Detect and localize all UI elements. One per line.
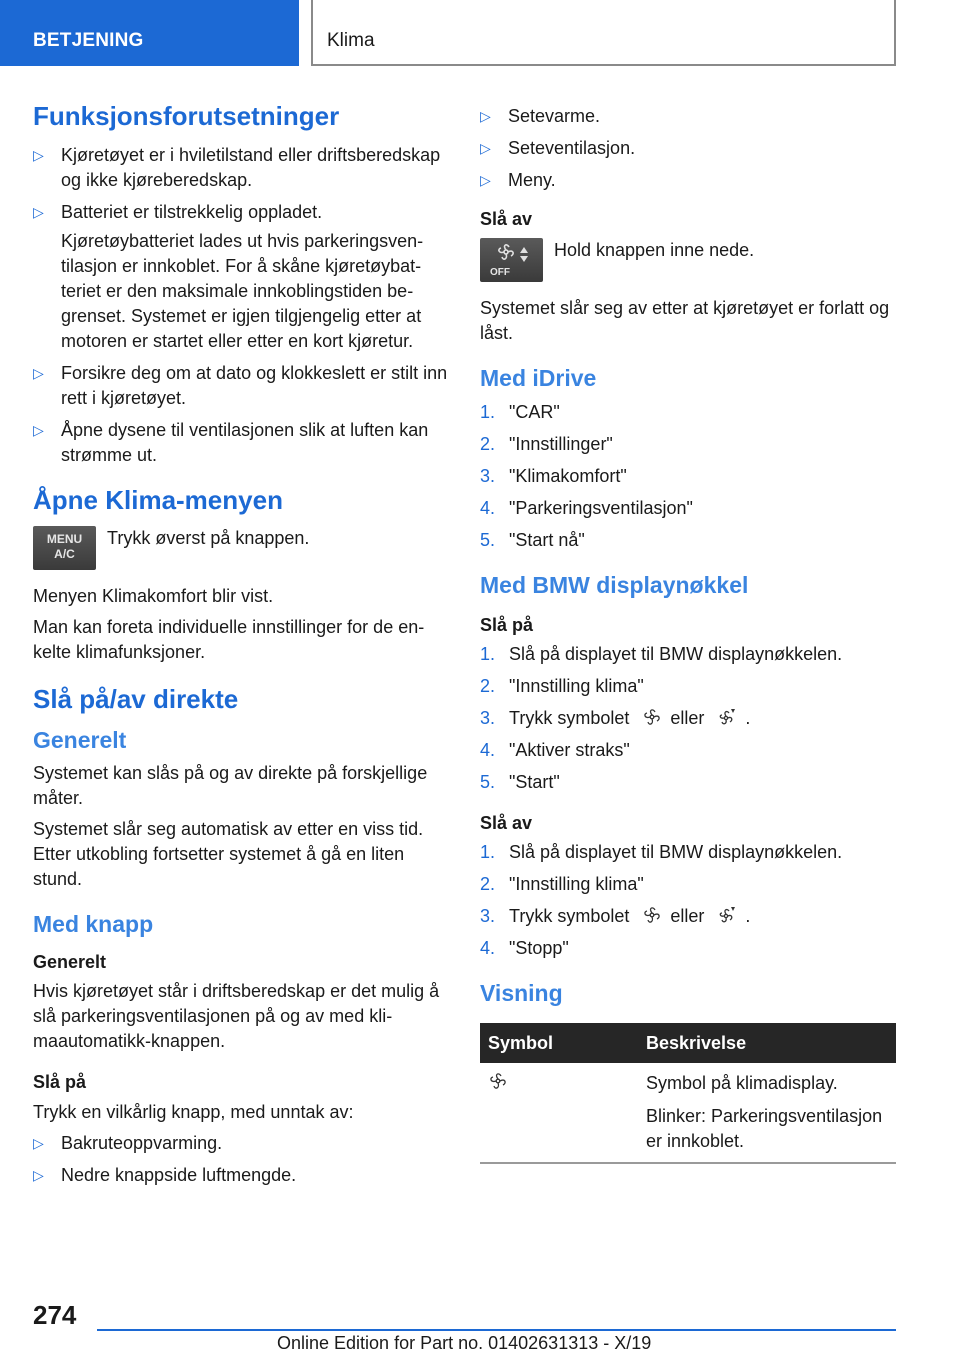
heading-button-general: Generelt [33, 952, 107, 973]
exception-list [33, 1131, 448, 1188]
table-header-row [480, 1023, 896, 1063]
menu-button-instruction: MENU A/C Trykk øverst på knappen. [33, 526, 448, 574]
triangle-bullet-icon: ▷ [480, 172, 491, 188]
heading-switch-off: Slå av [480, 209, 533, 229]
heading-switch-on: Slå på [33, 1072, 87, 1093]
list-item: 4. "Stopp" [480, 938, 569, 959]
list-item: 1. Slå på displayet til BMW displaynøkkelen. [480, 644, 843, 665]
triangle-bullet-icon: ▷ [33, 1166, 44, 1183]
triangle-bullet-icon: ▷ [33, 146, 44, 163]
heading-key-switch-on: Slå på [480, 614, 534, 635]
battery-note: Kjøretøybatteriet lades ut hvis parkeringsventilasjon er innkoblet. For å skåne kjøretøybatteriet er den maksimale innkoblingstiden begrenset. Systemet er igjen tilgjengelig etter at motoren er startet eller etter en kort kjøretur. [61, 230, 424, 351]
fan-icon [488, 1071, 508, 1091]
table-row [480, 1063, 896, 1163]
list-item: 2. "Innstilling klima" [480, 874, 644, 895]
list-item: ▷ Meny. [480, 168, 898, 193]
page-number: 274 [33, 1300, 77, 1330]
left-column: Funksjonsforutsetninger ▷ Kjøretøyet er i hviletilstand eller driftsberedskap og ikke kjøreberedskap. ▷ Batteriet er tilstrekkelig oppladet. Kjøretøybatteriet lades ut hvis parkeringsventilasjon er innkoblet. For å skåne kjøretøybatteriet er den maksimale innkoblingstiden begrenset. Systemet er igjen tilgjengelig etter at motoren er startet eller etter en kort kjøretur. ▷ Forsikre deg om at dato og klokkeslett er stilt inn rett i kjøretøyet. ▷ Åpne dysene til ventilasjonen slik at luften kan strømme ut. Åpne Klima-menyen MENU A/C Trykk øverst på knappen. Menyen Klimakomfort blir vist. Man kan foreta individuelle innstillinger for de enkelte klimafunksjoner. Slå på/av direkte Generelt Systemet kan slås på og av direkte på forskjellige måter. Systemet slår seg automatisk av etter en viss tid. Etter utkobling fortsetter systemet å gå en liten stund. Med knapp Generelt Hvis kjøretøyet står i driftsberedskap er det mulig å slå parkeringsventilasjonen på og av med klimaautomatikk-knappen. Slå på Trykk en vilkårlig knapp, med unntak av: ▷ Bakruteoppvarming. ▷ Nedre knappside luftmengde. [33, 100, 448, 1195]
footer-divider [97, 1329, 896, 1331]
heading-display-key: Med BMW displaynøkkel [480, 572, 749, 599]
triangle-bullet-icon: ▷ [33, 1134, 44, 1151]
list-item: ▷ Setevarme. [480, 104, 898, 129]
triangle-bullet-icon: ▷ [480, 140, 491, 156]
list-item: 4. "Aktiver straks" [480, 740, 630, 761]
fan-timer-icon [717, 707, 737, 727]
chapter-tab: Klima [311, 0, 896, 66]
list-item: ▷ Batteriet er tilstrekkelig oppladet. Kjøretøybatteriet lades ut hvis parkeringsventilasjon er innkoblet. For å skåne kjøretøybatteriet er den maksimale innkoblingstiden begrenset. Systemet er igjen tilgjengelig etter at motoren er startet eller etter en kort kjøretur. [33, 200, 448, 354]
column-header-description: Beskrivelse [638, 1023, 896, 1063]
list-item: 3. "Klimakomfort" [480, 466, 627, 487]
heading-open-climate-menu: Åpne Klima-menyen [33, 484, 283, 515]
heading-general: Generelt [33, 726, 127, 753]
key-off-steps [480, 840, 898, 961]
heading-direct-on-off: Slå på/av direkte [33, 684, 239, 714]
fan-icon [642, 707, 662, 727]
fan-off-button-icon: OFF [480, 238, 543, 282]
list-item: 3. Trykk symbolet eller . [480, 708, 751, 729]
list-item: ▷ Åpne dysene til ventilasjonen slik at luften kan strømme ut. [33, 419, 429, 465]
section-tab: BETJENING [0, 0, 299, 66]
fan-timer-icon [717, 905, 737, 925]
triangle-bullet-icon: ▷ [33, 421, 44, 438]
fan-icon [642, 905, 662, 925]
list-item: ▷ Bakruteoppvarming. [33, 1131, 448, 1156]
key-on-steps [480, 642, 898, 795]
page-header [0, 0, 960, 66]
list-item: ▷ Nedre knappside luftmengde. [33, 1163, 448, 1188]
list-item: 1. "CAR" [480, 402, 560, 423]
list-item: 2. "Innstillinger" [480, 434, 613, 455]
triangle-bullet-icon: ▷ [33, 203, 44, 220]
menu-ac-button-icon: MENU A/C [33, 526, 96, 570]
list-item: 5. "Start nå" [480, 530, 585, 551]
heading-with-button: Med knapp [33, 911, 154, 938]
list-item: ▷ Kjøretøyet er i hviletilstand eller driftsberedskap og ikke kjøreberedskap. [33, 144, 441, 190]
list-item: 4. "Parkeringsventilasjon" [480, 498, 693, 519]
list-item: 2. "Innstilling klima" [480, 676, 644, 697]
exception-list-continued [480, 104, 898, 193]
triangle-bullet-icon: ▷ [33, 364, 44, 381]
list-item: 1. Slå på displayet til BMW displaynøkkelen. [480, 842, 843, 863]
idrive-steps [480, 400, 898, 553]
edition-text: Online Edition for Part no. 01402631313 - X/19 [277, 1333, 652, 1353]
symbol-cell [480, 1063, 638, 1163]
list-item: ▷ Seteventilasjon. [480, 136, 898, 161]
symbol-table [480, 1023, 896, 1164]
list-item: 5. "Start" [480, 772, 560, 793]
heading-key-switch-off: Slå av [480, 813, 533, 834]
heading-prerequisites: Funksjonsforutsetninger [33, 101, 340, 131]
list-item: ▷ Forsikre deg om at dato og klokkeslett er stilt inn rett i kjøretøyet. [33, 362, 448, 408]
prerequisite-list [33, 143, 448, 468]
list-item: 3. Trykk symbolet eller . [480, 906, 751, 927]
fan-icon [492, 241, 532, 263]
description-cell: Symbol på klimadisplay. Blinker: Parkeringsventilasjon er innkoblet. [638, 1063, 896, 1163]
triangle-bullet-icon: ▷ [480, 108, 491, 124]
heading-with-idrive: Med iDrive [480, 365, 597, 392]
heading-display: Visning [480, 980, 563, 1007]
right-column: ▷ Setevarme. ▷ Seteventilasjon. ▷ Meny. Slå av OFF Hold knappen inne nede. Systemet slår seg av etter at kjøretøyet er forlatt og låst. Med iDrive 1. "CAR" 2. "Innstillinger" 3. "Klimakomfort" 4. "Parkeringsventilasjon" 5. "Start nå" Med BMW displaynøkkel Slå på 1. Slå på displayet til BMW displaynøkkelen. 2. "Innstilling klima" 3. Trykk symbolet eller . 4. "Aktiver straks" 5. "Start" Slå av 1. Slå på displayet til BMW displaynøkkelen. 2. "Innstilling klima" 3. Trykk symbolet eller . 4. "Stopp" Visning Symbol Beskrivelse Symbol på klimadisplay. Blinker: Parkeringsventilasjon er innkoblet. [480, 104, 898, 1164]
off-button-instruction: OFF Hold knappen inne nede. [480, 238, 898, 286]
column-header-symbol: Symbol [480, 1023, 638, 1063]
